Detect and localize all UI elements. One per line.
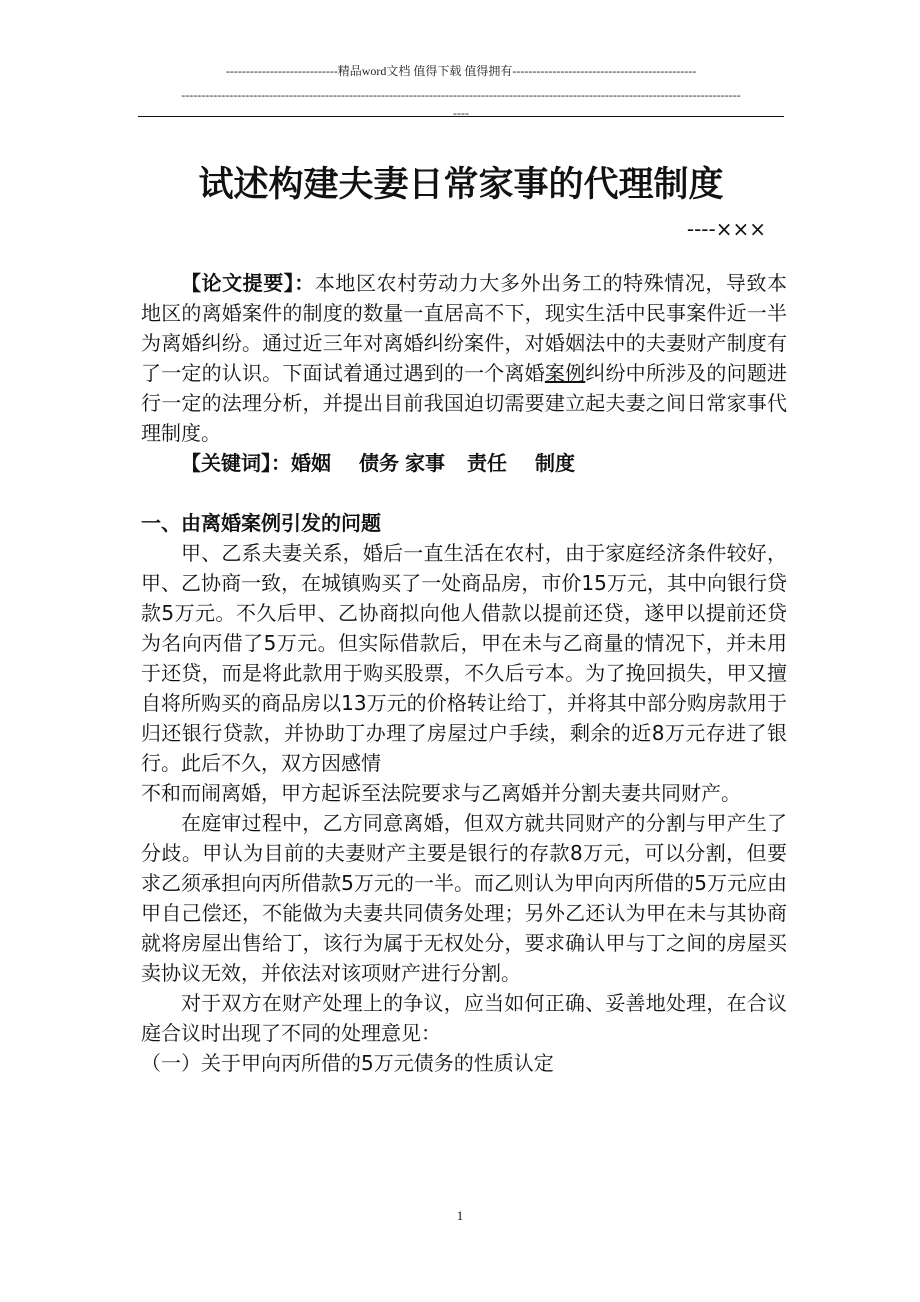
document-body — [141, 268, 787, 1078]
section-heading: 一、由离婚案例引发的问题 — [141, 511, 381, 535]
abstract-paragraph — [141, 268, 787, 448]
keyword-3: 家事 — [405, 451, 445, 475]
keyword-5: 制度 — [535, 451, 575, 475]
author-line: ----××× — [686, 217, 766, 241]
body-paragraph-2: 在庭审过程中，乙方同意离婚，但双方就共同财产的分割与甲产生了分歧。甲认为目前的夫妻财产主要是银行的存款8万元，可以分割，但要求乙须承担向丙所借款5万元的一半。而乙则认为甲向丙所借的5万元应由甲自己偿还，不能做为夫妻共同债务处理；另外乙还认为甲在未与其协商就将房屋出售给丁，该行为属于无权处分，要求确认甲与丁之间的房屋买卖协议无效，并依法对该项财产进行分割。 — [141, 811, 787, 985]
abstract-text-2: 纠纷中所涉及的问题进行一定的法理分析，并提出目前我国迫切需要建立起夫妻之间日常家事代理制度。 — [141, 361, 788, 445]
document-title: 试述构建夫妻日常家事的代理制度 — [198, 165, 724, 205]
abstract-link[interactable]: 案例 — [544, 361, 586, 385]
header-line-3: ---- — [453, 106, 469, 120]
keywords-label: 【关键词】： — [181, 451, 291, 475]
header-line-1: ----------------------------精品word文档 值得下载 值得拥有---------------------------------------------- — [225, 64, 697, 78]
body-paragraph-3: 对于双方在财产处理上的争议，应当如何正确、妥善地处理，在合议庭合议时出现了不同的处理意见： — [141, 991, 787, 1045]
keyword-4: 责任 — [467, 451, 507, 475]
abstract-text-1: 本地区农村劳动力大多外出务工的特殊情况，导致本地区的离婚案件的制度的数量一直居高不下，现实生活中民事案件近一半为离婚纠纷。通过近三年对离婚纠纷案件，对婚姻法中的夫妻财产制度有了一定的认识。下面试着通过遇到的一个离婚 — [141, 271, 788, 385]
subsection-heading: （一）关于甲向丙所借的5万元债务的性质认定 — [141, 1051, 554, 1075]
keywords-paragraph — [141, 448, 787, 478]
page-number: 1 — [456, 1208, 464, 1223]
keyword-2: 债务 — [359, 451, 399, 475]
header-line-2: -------------------------------------------------------------------------------------------------------------------------------------------- — [181, 88, 741, 102]
keyword-1: 婚姻 — [291, 451, 331, 475]
body-paragraph-1: 甲、乙系夫妻关系，婚后一直生活在农村，由于家庭经济条件较好，甲、乙协商一致，在城镇购买了一处商品房，市价15万元，其中向银行贷款5万元。不久后甲、乙协商拟向他人借款以提前还贷，遂甲以提前还贷为名向丙借了5万元。但实际借款后，甲在未与乙商量的情况下，并未用于还贷，而是将此款用于购买股票，不久后亏本。为了挽回损失，甲又擅自将所购买的商品房以13万元的价格转让给丁，并将其中部分购房款用于归还银行贷款，并协助丁办理了房屋过户手续，剩余的近8万元存进了银行。此后不久，双方因感情 — [141, 541, 787, 775]
header-rule — [138, 116, 784, 117]
page-header — [138, 64, 784, 121]
abstract-label: 【论文提要】： — [181, 271, 315, 295]
body-paragraph-1-continued: 不和而闹离婚，甲方起诉至法院要求与乙离婚并分割夫妻共同财产。 — [141, 781, 741, 805]
